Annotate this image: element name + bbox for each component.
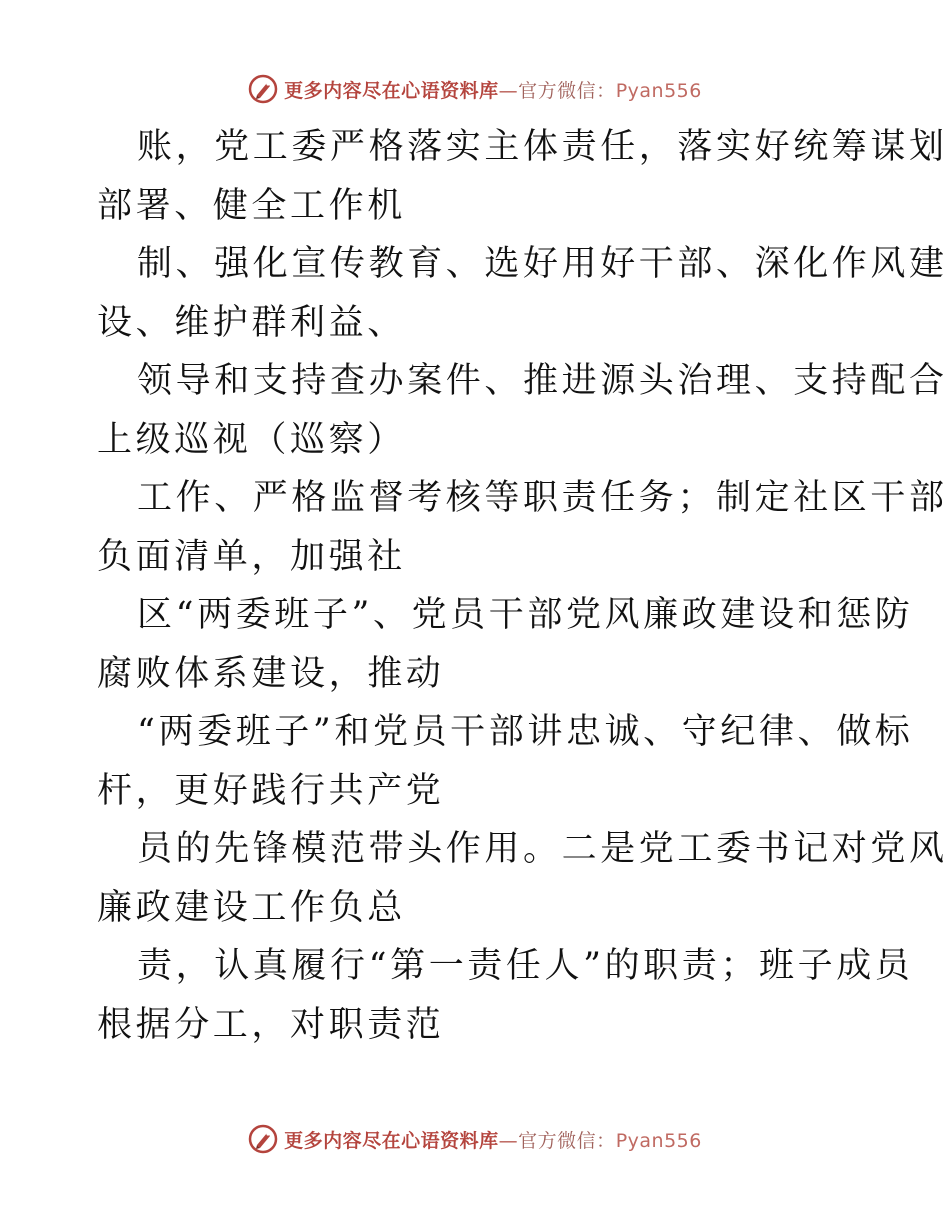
body-line: 责，认真履行“第一责任人”的职责；班子成员 [137, 946, 914, 986]
body-line: 部署、健全工作机 [97, 185, 406, 226]
body-line: 工作、严格监督考核等职责任务；制定社区干部 [137, 478, 948, 518]
watermark-text: 更多内容尽在心语资料库—官方微信：Pyan556 [284, 1129, 702, 1152]
watermark-text: 更多内容尽在心语资料库—官方微信：Pyan556 [284, 79, 702, 102]
body-line: 负面清单，加强社 [97, 536, 406, 577]
body-line: 上级巡视（巡察） [97, 419, 406, 460]
body-line: 腐败体系建设，推动 [97, 653, 445, 694]
footer-watermark [0, 1122, 950, 1156]
body-line: 账，党工委严格落实主体责任，落实好统筹谋划 [137, 127, 948, 167]
body-line: 廉政建设工作负总 [97, 887, 406, 928]
body-line: 领导和支持查办案件、推进源头治理、支持配合 [137, 361, 948, 401]
body-line: 杆，更好践行共产党 [97, 770, 445, 811]
pen-logo-icon [248, 74, 278, 104]
body-line: 区“两委班子”、党员干部党风廉政建设和惩防 [137, 595, 914, 635]
body-line: 制、强化宣传教育、选好用好干部、深化作风建 [137, 244, 948, 284]
document-body [97, 118, 948, 1054]
body-line: “两委班子”和党员干部讲忠诚、守纪律、做标 [137, 712, 914, 752]
body-line: 设、维护群利益、 [97, 302, 406, 343]
body-line: 根据分工，对职责范 [97, 1004, 445, 1045]
header-watermark [0, 72, 950, 106]
pen-logo-icon [248, 1124, 278, 1154]
body-line: 员的先锋模范带头作用。二是党工委书记对党风 [137, 829, 948, 869]
